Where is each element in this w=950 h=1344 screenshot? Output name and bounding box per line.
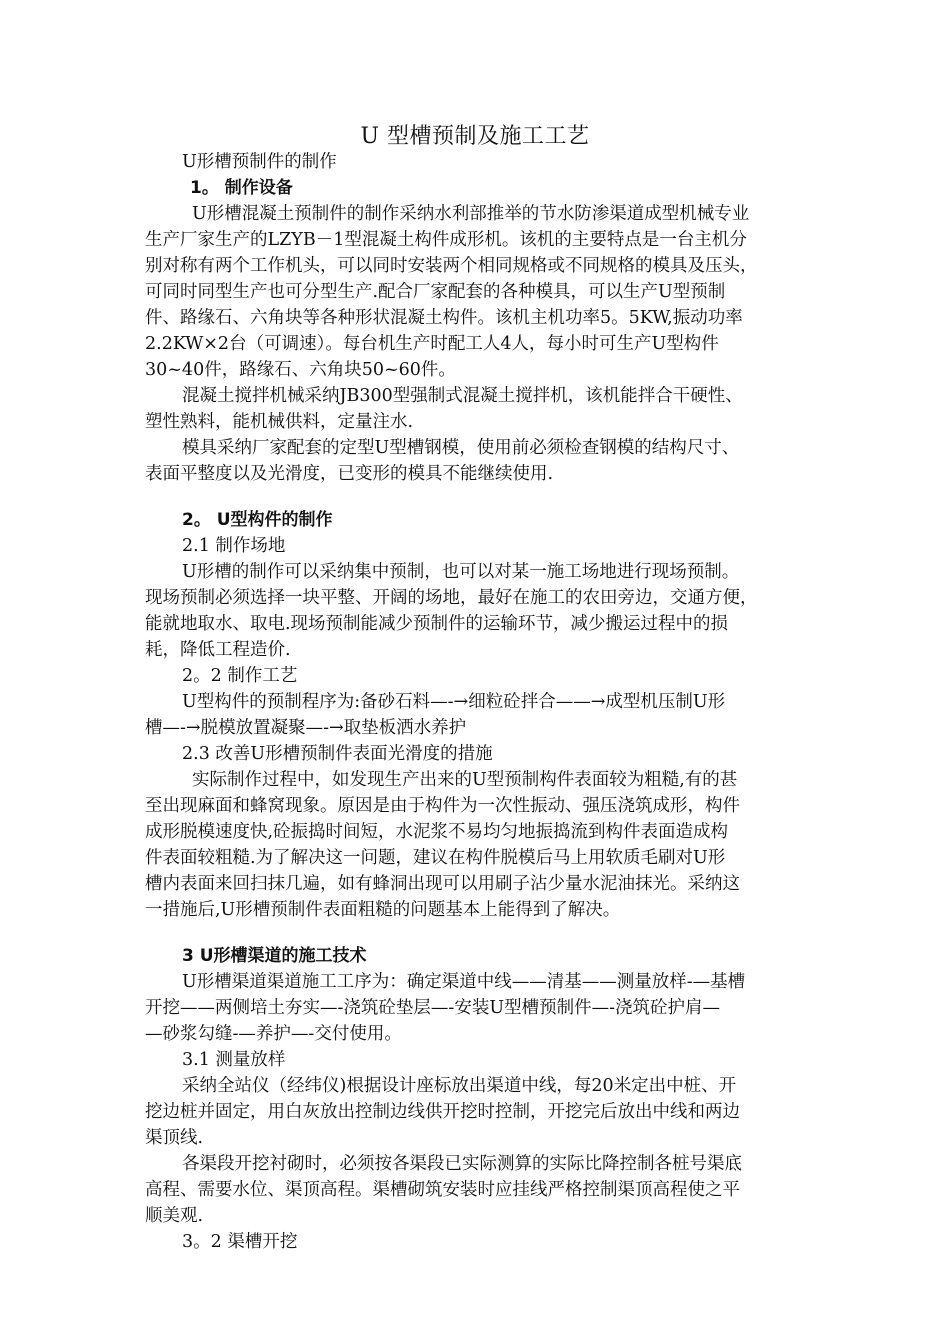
paragraph-line: 槽内表面来回扫抹几遍，如有蜂洞出现可以用刷子沾少量水泥油抹光。采纳这 <box>145 874 740 894</box>
paragraph-line: 渠顶线. <box>145 1128 204 1148</box>
paragraph-line: 现场预制必须选择一块平整、开阔的场地，最好在施工的农田旁边，交通方便， <box>145 588 758 608</box>
paragraph-line: U形槽的制作可以采纳集中预制，也可以对某一施工场地进行现场预制。 <box>182 562 740 582</box>
paragraph-line: 至出现麻面和蜂窝现象。原因是由于构件为一次性振动、强压浇筑成形，构件 <box>145 796 740 816</box>
document-title: U 型槽预制及施工工艺 <box>360 124 590 149</box>
paragraph-line: 生产厂家生产的LZYB－1型混凝土构件成形机。该机的主要特点是一台主机分 <box>145 230 747 250</box>
section-heading: 1。 制作设备 <box>190 178 293 198</box>
section-heading: 2。 U型构件的制作 <box>182 510 333 530</box>
subsection-heading: 3.1 测量放样 <box>182 1050 286 1070</box>
paragraph-line: 可同时同型生产也可分型生产.配合厂家配套的各种模具，可以生产U型预制 <box>145 282 726 302</box>
paragraph-line: 成形脱模速度快,砼振捣时间短，水泥浆不易均匀地振捣流到构件表面造成构 <box>145 822 729 842</box>
paragraph-line: 顺美观. <box>145 1206 204 1226</box>
paragraph-line: 件表面较粗糙.为了解决这一问题，建议在构件脱模后马上用软质毛刷对U形 <box>145 848 726 868</box>
paragraph-line: 混凝土搅拌机械采纳JB300型强制式混凝土搅拌机，该机能拌合干硬性、 <box>182 386 743 406</box>
paragraph-line: 耗，降低工程造价. <box>145 640 291 660</box>
paragraph-line: 各渠段开挖衬砌时，必须按各渠段已实际测算的实际比降控制各桩号渠底 <box>182 1154 742 1174</box>
subsection-heading: 2.1 制作场地 <box>182 536 286 556</box>
paragraph-line: 表面平整度以及光滑度，已变形的模具不能继续使用. <box>145 464 554 484</box>
paragraph-line: 实际制作过程中，如发现生产出来的U型预制构件表面较为粗糙,有的甚 <box>192 770 738 790</box>
paragraph-line: U形槽混凝土预制件的制作采纳水利部推举的节水防渗渠道成型机械专业 <box>192 204 750 224</box>
paragraph-line: 件、路缘石、六角块等各种形状混凝土构件。该机主机功率5。5KW,振动功率 <box>145 308 743 328</box>
paragraph-line: 挖边桩并固定，用白灰放出控制边线供开挖时控制，开挖完后放出中线和两边 <box>145 1102 740 1122</box>
paragraph-line: U型构件的预制程序为:备砂石料—-→细粒砼拌合——→成型机压制U形 <box>182 692 726 712</box>
paragraph-line: 30~40件，路缘石、六角块50~60件。 <box>145 360 456 380</box>
paragraph-line: U形槽渠道渠道施工工序为：确定渠道中线——清基——测量放样-—基槽 <box>182 972 746 992</box>
section-label: U形槽预制件的制作 <box>182 152 337 172</box>
paragraph-line: 采纳全站仪（经纬仪)根据设计座标放出渠道中线，每20米定出中桩、开 <box>182 1076 737 1096</box>
paragraph-line: 2.2KW×2台（可调速）。每台机生产时配工人4人，每小时可生产U型构件 <box>145 334 719 354</box>
subsection-heading: 2。2 制作工艺 <box>182 666 298 686</box>
paragraph-line: 一措施后,U形槽预制件表面粗糙的问题基本上能得到了解决。 <box>145 900 621 920</box>
paragraph-line: 模具采纳厂家配套的定型U型槽钢模，使用前必须检查钢模的结构尺寸、 <box>182 438 740 458</box>
section-heading: 3 U形槽渠道的施工技术 <box>182 946 367 966</box>
paragraph-line: 塑性熟料，能机械供料，定量注水. <box>145 412 414 432</box>
subsection-heading: 3。2 渠槽开挖 <box>182 1232 298 1252</box>
paragraph-line: 别对称有两个工作机头，可以同时安装两个相同规格或不同规格的模具及压头， <box>145 256 758 276</box>
paragraph-line: 能就地取水、取电.现场预制能减少预制件的运输环节，减少搬运过程中的损 <box>145 614 729 634</box>
paragraph-line: 高程、需要水位、渠顶高程。渠槽砌筑安装时应挂线严格控制渠顶高程使之平 <box>145 1180 740 1200</box>
paragraph-line: 槽—-→脱模放置凝聚—-→取垫板洒水养护 <box>145 718 467 738</box>
paragraph-line: 开挖——两侧培土夯实—-浇筑砼垫层—-安装U型槽预制件—-浇筑砼护肩— <box>145 998 720 1018</box>
subsection-heading: 2.3 改善U形槽预制件表面光滑度的措施 <box>182 744 493 764</box>
paragraph-line: —砂浆勾缝-—养护—-交付使用。 <box>145 1024 402 1044</box>
